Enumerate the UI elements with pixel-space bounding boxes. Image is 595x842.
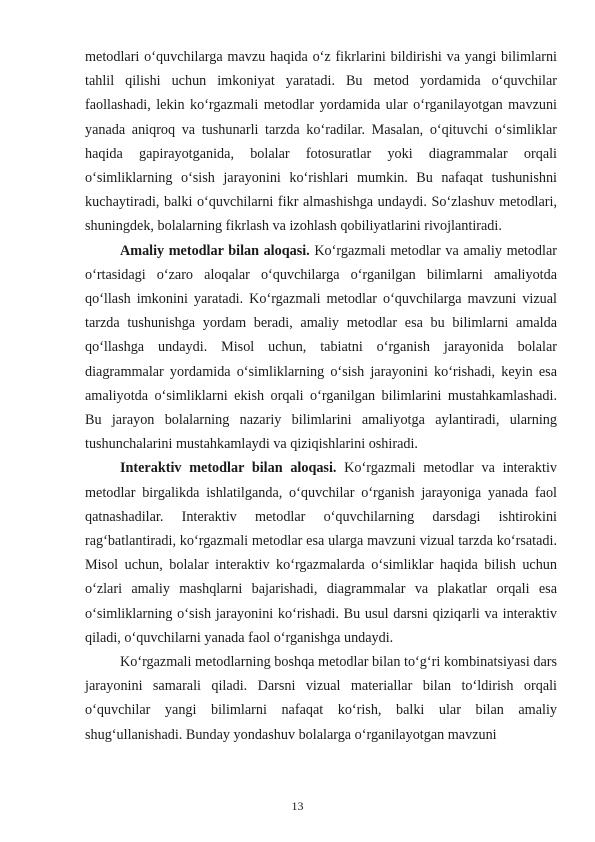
page-number: 13 [291, 799, 304, 813]
paragraph-kombinatsiya [85, 650, 557, 747]
paragraph-lead-heading: Interaktiv metodlar bilan aloqasi. [120, 460, 337, 477]
body-text [85, 45, 557, 747]
paragraph-text: metodlari o‘quvchilarga mavzu haqida o‘z fikrlarini bildirishi va yangi bilimlarni tahlil qilishi uchun imkoniyat yaratadi. Bu metod yordamida o‘quvchilar faollashadi, lekin ko‘rgazmali metodlar yordamida ular o‘rganilayotgan mavzuni yanada aniqroq va tushunarli tarzda ko‘radilar. Masalan, o‘qituvchi o‘simliklar haqida gapirayotganida, bolalar fotosuratlar yoki diagrammalar orqali o‘simliklarning o‘sish jarayonini ko‘rishlari mumkin. Bu nafaqat tushunishni kuchaytiradi, balki o‘quvchilarni fikr almashishga undaydi. So‘zlashuv metodlari, shuningdek, bolalarning fikrlash va izohlash qobiliyatlarini rivojlantiradi. [85, 49, 557, 235]
paragraph-text: Ko‘rgazmali metodlar va amaliy metodlar o‘rtasidagi o‘zaro aloqalar o‘quvchilarga o‘rganilgan bilimlarni amaliyotda qo‘llash imkonini yaratadi. Ko‘rgazmali metodlar o‘quvchilarga mavzuni vizual tarzda tushunishga yordam beradi, amaliy metodlar esa bu bilimlarni amalda qo‘llashga undaydi. Misol uchun, tabiatni o‘rganish jarayonida bolalar diagrammalar yordamida o‘simliklarning o‘sish jarayonini ko‘rishadi, keyin esa amaliyotda o‘simliklarni ekish orqali o‘rganilgan bilimlarini mustahkamlashadi. Bu jarayon bolalarning nazariy bilimlarini amaliyotga aylantiradi, ularning tushunchalarini mustahkamlaydi va qiziqishlarini oshiradi. [85, 242, 557, 453]
paragraph-text: Ko‘rgazmali metodlarning boshqa metodlar bilan to‘g‘ri kombinatsiyasi dars jarayonini samarali qiladi. Darsni vizual materiallar bilan to‘ldirish orqali o‘quvchilar yangi bilimlarni nafaqat ko‘rish, balki ular bilan amaliy shug‘ullanishadi. Bunday yondashuv bolalarga o‘rganilayotgan mavzuni [85, 654, 557, 743]
paragraph-amaliy-metodlar [85, 239, 557, 457]
paragraph-lead-heading: Amaliy metodlar bilan aloqasi. [120, 242, 310, 259]
paragraph-text: Ko‘rgazmali metodlar va interaktiv metodlar birgalikda ishlatilganda, o‘quvchilar o‘rganish jarayoniga yanada faol qatnashadilar. Interaktiv metodlar o‘quvchilarning darsdagi ishtirokini rag‘batlantiradi, ko‘rgazmali metodlar esa ularga mavzuni vizual tarzda ko‘rsatadi. Misol uchun, bolalar interaktiv ko‘rgazmalarda o‘simliklar haqida bilish uchun o‘zlari amaliy mashqlarni bajarishadi, diagrammalar va plakatlar orqali esa o‘simliklarning o‘sish jarayonini ko‘rishadi. Bu usul darsni qiziqarli va interaktiv qiladi, o‘quvchilarni yanada faol o‘rganishga undaydi. [85, 460, 557, 646]
paragraph-continuation [85, 45, 557, 239]
paragraph-interaktiv-metodlar [85, 456, 557, 650]
